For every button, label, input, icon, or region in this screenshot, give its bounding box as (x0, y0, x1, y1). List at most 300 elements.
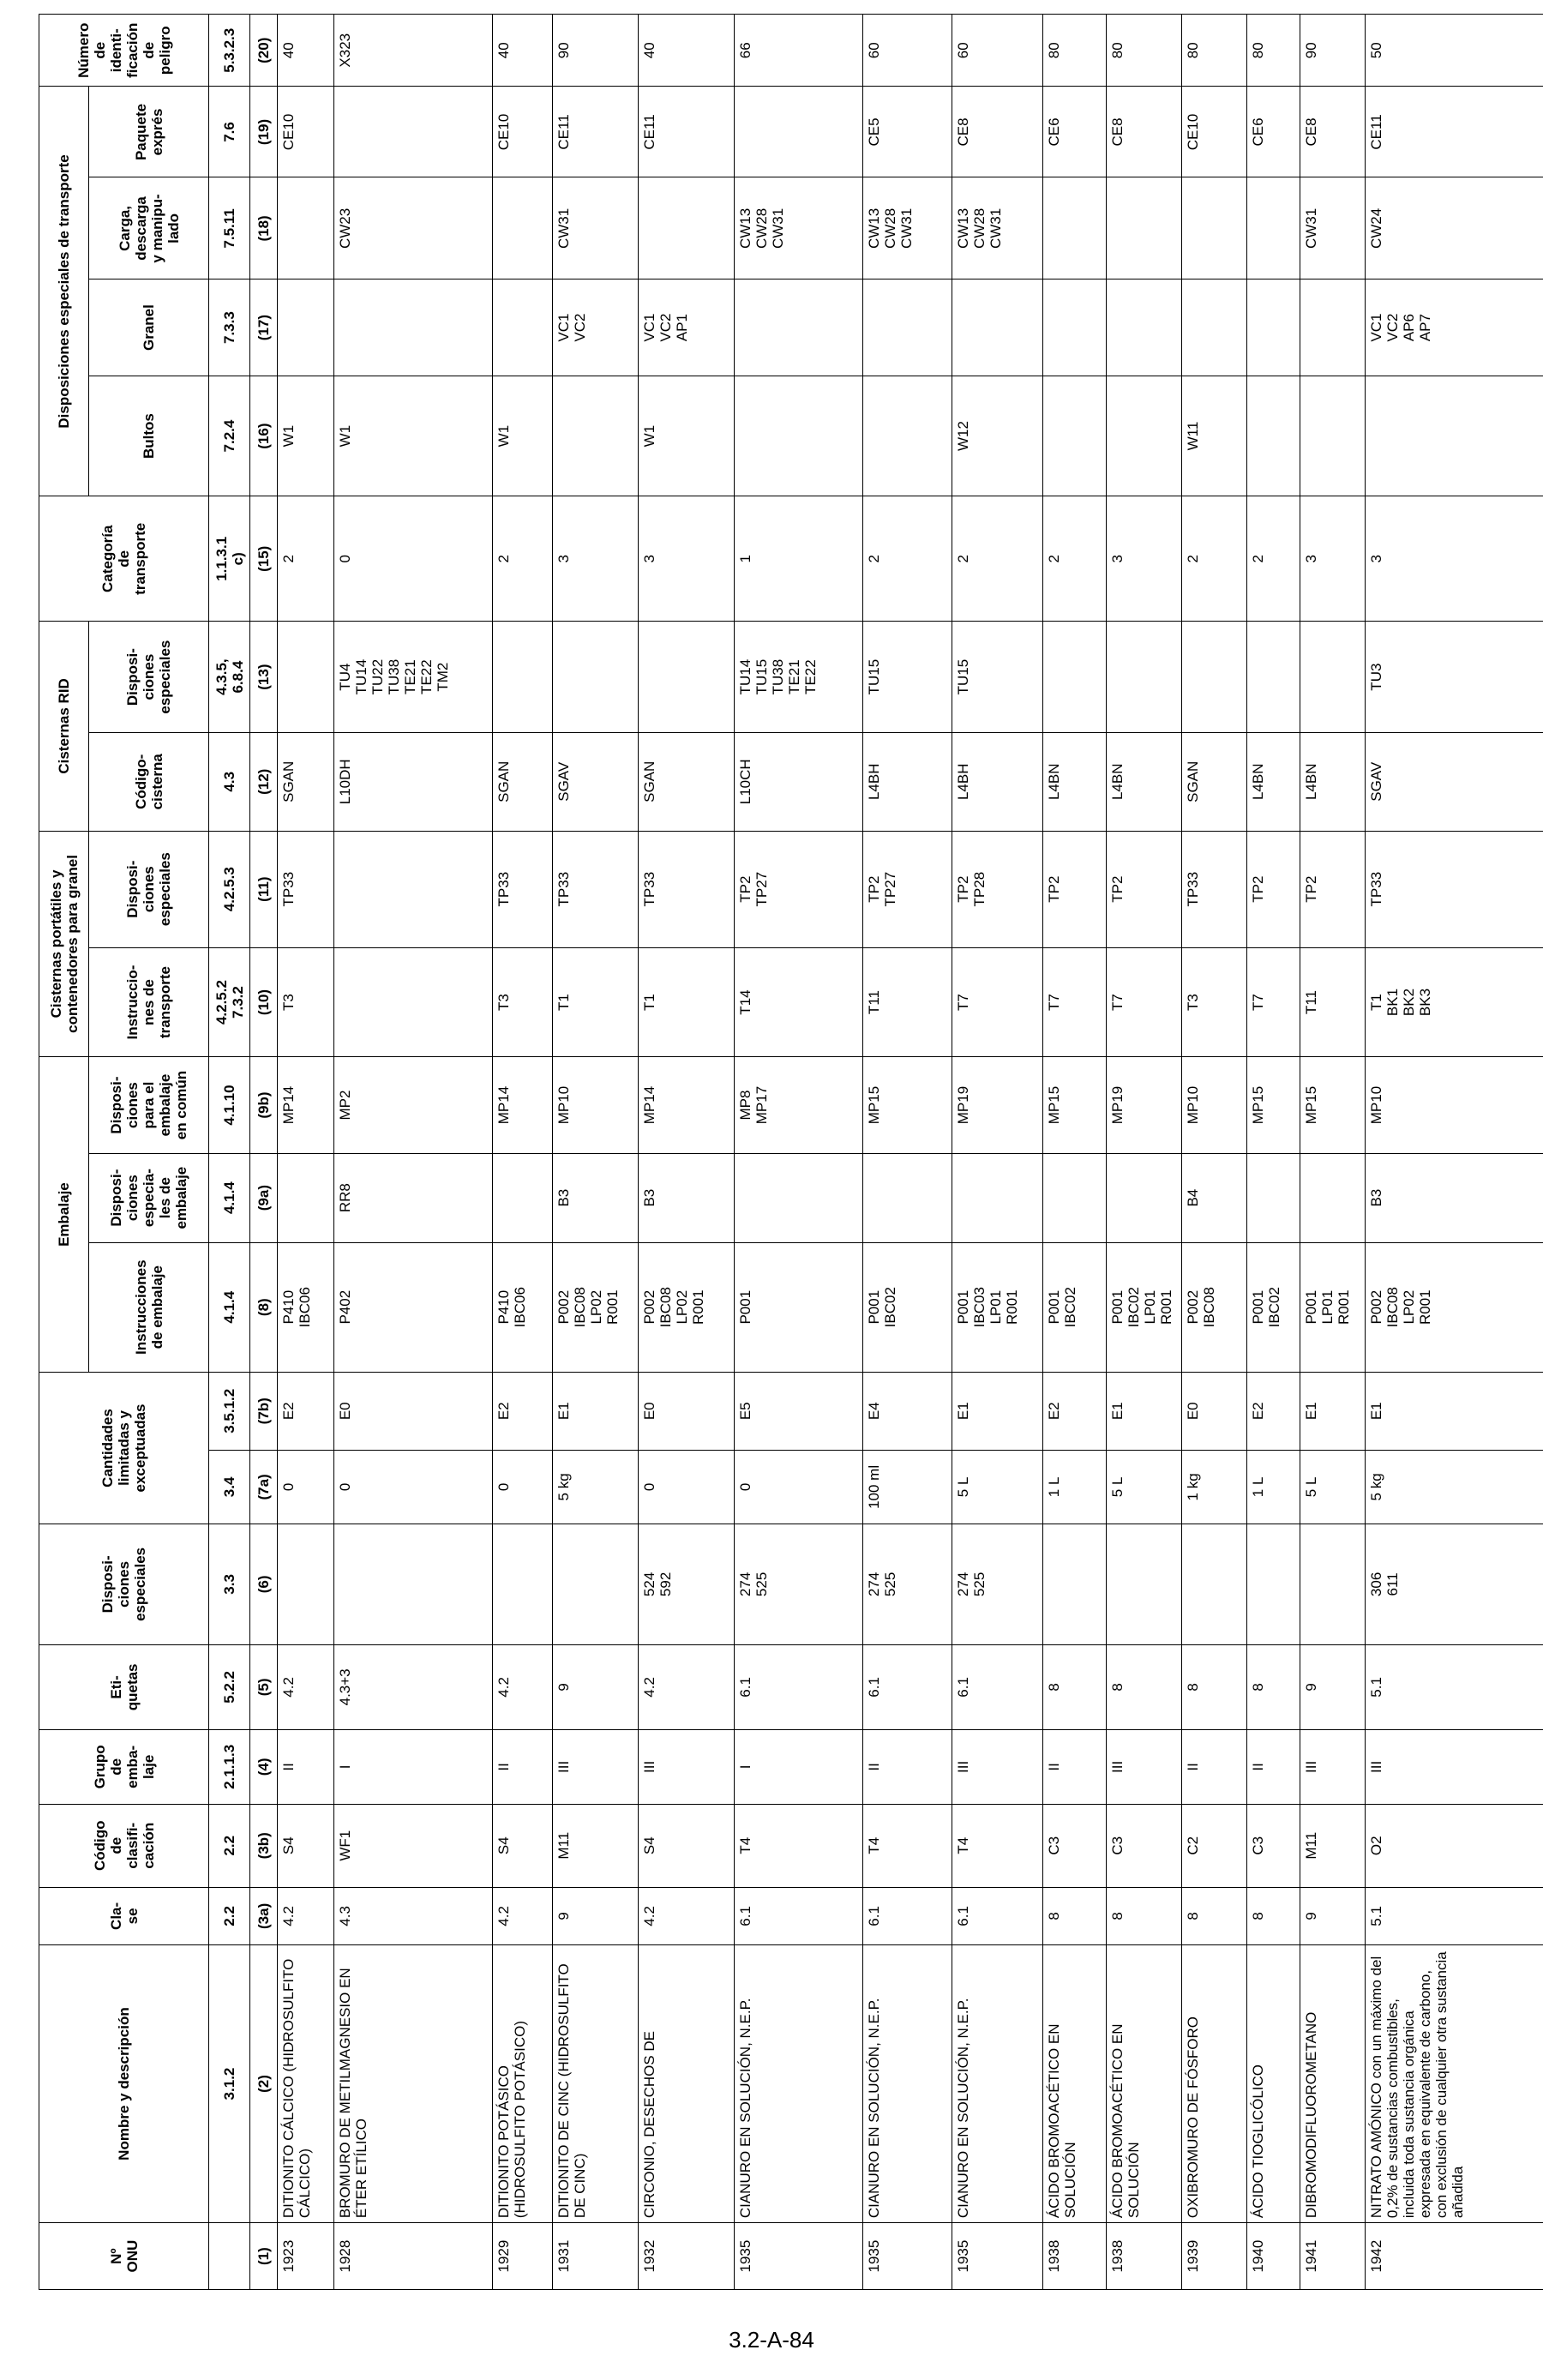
cell-c9b: MP14 (493, 1057, 553, 1153)
header-num-c4: (4) (250, 1730, 278, 1804)
cell-c3b: S4 (639, 1804, 735, 1887)
cell-c3a: 4.3 (334, 1887, 493, 1944)
cell-c6: 306 611 (1366, 1524, 1543, 1645)
header-num-c17: (17) (250, 279, 278, 376)
cell-c2: DIBROMODIFLUOROMETANO (1300, 1944, 1366, 2222)
header-express-parcel: Paquete exprés (89, 87, 209, 177)
cell-c8: P001 IBC02 (863, 1242, 952, 1372)
dangerous-goods-table (39, 14, 1543, 2290)
cell-c7a: 5 kg (553, 1450, 639, 1524)
table-row (1300, 15, 1366, 2290)
cell-c12: L4BH (952, 732, 1043, 831)
cell-c7b: E2 (278, 1372, 334, 1450)
cell-c13 (1247, 622, 1300, 733)
cell-c8: P002 IBC08 (1182, 1242, 1247, 1372)
header-num-c11: (11) (250, 831, 278, 947)
header-num-c15: (15) (250, 496, 278, 622)
cell-c3a: 4.2 (639, 1887, 735, 1944)
header-ref-c7a: 3.4 (209, 1450, 250, 1524)
cell-c3b: M11 (553, 1804, 639, 1887)
header-special-packing-provisions: Disposi- ciones especia- les de embalaje (89, 1153, 209, 1242)
header-hazard-id-number: Número de identi- ficación de peligro (39, 15, 209, 87)
cell-c7a: 100 ml (863, 1450, 952, 1524)
cell-c12: L4BN (1043, 732, 1107, 831)
cell-c5: 6.1 (952, 1644, 1043, 1729)
cell-c9b: MP15 (1247, 1057, 1300, 1153)
cell-c13 (1043, 622, 1107, 733)
column-number-row (250, 15, 278, 2290)
cell-c7a: 0 (493, 1450, 553, 1524)
header-packing-instructions: Instrucciones de embalaje (89, 1242, 209, 1372)
table-row (1247, 15, 1300, 2290)
cell-c3b: T4 (735, 1804, 863, 1887)
table-row (1182, 15, 1247, 2290)
header-num-c19: (19) (250, 87, 278, 177)
header-ref-c3b: 2.2 (209, 1804, 250, 1887)
cell-c9a (1107, 1153, 1182, 1242)
table-row (952, 15, 1043, 2290)
cell-c19: CE10 (1182, 87, 1247, 177)
cell-c7a: 5 L (952, 1450, 1043, 1524)
cell-c7b: E2 (1247, 1372, 1300, 1450)
header-num-c6: (6) (250, 1524, 278, 1645)
cell-c2: ÁCIDO TIOGLICÓLICO (1247, 1944, 1300, 2222)
cell-c11 (334, 831, 493, 947)
cell-c18 (1107, 177, 1182, 279)
cell-c15: 3 (1300, 496, 1366, 622)
cell-c20: 80 (1043, 15, 1107, 87)
header-num-c9a: (9a) (250, 1153, 278, 1242)
cell-c5: 8 (1043, 1644, 1107, 1729)
header-num-c3b: (3b) (250, 1804, 278, 1887)
cell-c16 (1300, 376, 1366, 496)
cell-c10: T1 BK1 BK2 BK3 (1366, 947, 1543, 1057)
header-packing-group: Grupo de emba- laje (39, 1730, 209, 1804)
page-number: 3.2-A-84 (729, 2327, 814, 2353)
cell-c17: VC1 VC2 AP1 (639, 279, 735, 376)
header-name-description: Nombre y descripción (39, 1944, 209, 2222)
cell-c12: SGAN (1182, 732, 1247, 831)
cell-c12: L4BH (863, 732, 952, 831)
cell-c19: CE8 (952, 87, 1043, 177)
cell-c3b: C3 (1107, 1804, 1182, 1887)
header-ref-c5: 5.2.2 (209, 1644, 250, 1729)
cell-c20: 40 (493, 15, 553, 87)
cell-c15: 2 (1247, 496, 1300, 622)
cell-c11: TP33 (1182, 831, 1247, 947)
cell-c12: L4BN (1107, 732, 1182, 831)
cell-c4: III (952, 1730, 1043, 1804)
header-ref-c19: 7.6 (209, 87, 250, 177)
cell-c7a: 0 (735, 1450, 863, 1524)
cell-c12: L10CH (735, 732, 863, 831)
cell-c7a: 1 L (1247, 1450, 1300, 1524)
header-ref-c8: 4.1.4 (209, 1242, 250, 1372)
cell-c19: CE8 (1300, 87, 1366, 177)
header-ref-c4: 2.1.1.3 (209, 1730, 250, 1804)
cell-c7a: 5 L (1107, 1450, 1182, 1524)
cell-c2: DITIONITO POTÁSICO (HIDROSULFITO POTÁSICO) (493, 1944, 553, 2222)
cell-c6: 274 525 (952, 1524, 1043, 1645)
cell-c8: P001 LP01 R001 (1300, 1242, 1366, 1372)
cell-c10: T7 (1247, 947, 1300, 1057)
cell-c19: CE6 (1247, 87, 1300, 177)
cell-c13 (493, 622, 553, 733)
cell-c16 (1107, 376, 1182, 496)
header-num-c2: (2) (250, 1944, 278, 2222)
cell-c3a: 9 (553, 1887, 639, 1944)
cell-c19: CE10 (278, 87, 334, 177)
cell-c1: 1941 (1300, 2223, 1366, 2290)
cell-c20: 60 (952, 15, 1043, 87)
table-row (1107, 15, 1182, 2290)
cell-c2: CIANURO EN SOLUCIÓN, N.E.P. (952, 1944, 1043, 2222)
cell-c20: 50 (1366, 15, 1543, 87)
cell-c20: X323 (334, 15, 493, 87)
cell-c3b: T4 (863, 1804, 952, 1887)
header-group-transport-provisions: Disposiciones especiales de transporte (39, 87, 89, 496)
cell-c3a: 5.1 (1366, 1887, 1543, 1944)
header-ref-c16: 7.2.4 (209, 376, 250, 496)
cell-c16 (863, 376, 952, 496)
cell-c3a: 8 (1043, 1887, 1107, 1944)
cell-c19: CE6 (1043, 87, 1107, 177)
header-tank-code: Código- cisterna (89, 732, 209, 831)
cell-c3b: C3 (1247, 1804, 1300, 1887)
cell-c6 (1107, 1524, 1182, 1645)
cell-c9a (1300, 1153, 1366, 1242)
cell-c16: W1 (278, 376, 334, 496)
cell-c13: TU15 (952, 622, 1043, 733)
cell-c7b: E1 (553, 1372, 639, 1450)
cell-c2: ÁCIDO BROMOACÉTICO EN SOLUCIÓN (1107, 1944, 1182, 2222)
cell-c2: CIANURO EN SOLUCIÓN, N.E.P. (863, 1944, 952, 2222)
header-num-c7a: (7a) (250, 1450, 278, 1524)
cell-c5: 4.2 (278, 1644, 334, 1729)
table-row (334, 15, 493, 2290)
cell-c7a: 0 (334, 1450, 493, 1524)
cell-c15: 2 (493, 496, 553, 622)
cell-c2: CIRCONIO, DESECHOS DE (639, 1944, 735, 2222)
cell-c6: 274 525 (863, 1524, 952, 1645)
cell-c8: P002 IBC08 LP02 R001 (553, 1242, 639, 1372)
cell-c7b: E1 (1107, 1372, 1182, 1450)
cell-c10: T7 (1043, 947, 1107, 1057)
cell-c4: III (1300, 1730, 1366, 1804)
cell-c16 (1043, 376, 1107, 496)
cell-c3b: T4 (952, 1804, 1043, 1887)
cell-c19: CE11 (553, 87, 639, 177)
cell-c8: P410 IBC06 (278, 1242, 334, 1372)
cell-c4: III (1107, 1730, 1182, 1804)
cell-c8: P001 IBC02 (1043, 1242, 1107, 1372)
cell-c7a: 0 (639, 1450, 735, 1524)
cell-c13 (1107, 622, 1182, 733)
cell-c10: T1 (553, 947, 639, 1057)
cell-c6: 274 525 (735, 1524, 863, 1645)
cell-c17 (1107, 279, 1182, 376)
cell-c12: SGAV (1366, 732, 1543, 831)
table-row (1043, 15, 1107, 2290)
cell-c1: 1939 (1182, 2223, 1247, 2290)
cell-c15: 2 (863, 496, 952, 622)
cell-c11: TP2 (1043, 831, 1107, 947)
cell-c6 (334, 1524, 493, 1645)
cell-c15: 3 (639, 496, 735, 622)
header-ref-c9a: 4.1.4 (209, 1153, 250, 1242)
reference-row (209, 15, 250, 2290)
cell-c19: CE11 (639, 87, 735, 177)
cell-c7a: 1 kg (1182, 1450, 1247, 1524)
cell-c18: CW13 CW28 CW31 (735, 177, 863, 279)
cell-c10 (334, 947, 493, 1057)
header-num-c12: (12) (250, 732, 278, 831)
header-limited-quantities: Cantidades limitadas y exceptuadas (39, 1372, 209, 1524)
cell-c17 (278, 279, 334, 376)
cell-c4: III (1366, 1730, 1543, 1804)
cell-c16: W1 (639, 376, 735, 496)
cell-c16 (735, 376, 863, 496)
cell-c9b: MP14 (278, 1057, 334, 1153)
cell-c15: 3 (1107, 496, 1182, 622)
cell-c3a: 9 (1300, 1887, 1366, 1944)
cell-c18: CW13 CW28 CW31 (863, 177, 952, 279)
header-mixed-packing-provisions: Disposi- ciones para el embalaje en común (89, 1057, 209, 1153)
cell-c18: CW13 CW28 CW31 (952, 177, 1043, 279)
cell-c15: 3 (553, 496, 639, 622)
table-row (1366, 15, 1543, 2290)
cell-c7b: E1 (1366, 1372, 1543, 1450)
cell-c2: CIANURO EN SOLUCIÓN, N.E.P. (735, 1944, 863, 2222)
cell-c7a: 5 kg (1366, 1450, 1543, 1524)
header-num-c8: (8) (250, 1242, 278, 1372)
cell-c11: TP2 (1107, 831, 1182, 947)
cell-c3a: 4.2 (278, 1887, 334, 1944)
cell-c17 (952, 279, 1043, 376)
cell-c18 (1182, 177, 1247, 279)
cell-c7b: E2 (493, 1372, 553, 1450)
cell-c13: TU15 (863, 622, 952, 733)
cell-c1: 1932 (639, 2223, 735, 2290)
cell-c10: T3 (493, 947, 553, 1057)
cell-c6 (553, 1524, 639, 1645)
cell-c19: CE10 (493, 87, 553, 177)
cell-c7a: 1 L (1043, 1450, 1107, 1524)
header-ref-c2: 3.1.2 (209, 1944, 250, 2222)
header-tank-special-provisions: Disposi- ciones especiales (89, 831, 209, 947)
cell-c9b: MP8 MP17 (735, 1057, 863, 1153)
header-ref-c18: 7.5.11 (209, 177, 250, 279)
header-un-number: Nº ONU (39, 2223, 209, 2290)
header-group-packaging: Embalaje (39, 1057, 89, 1373)
cell-c4: II (493, 1730, 553, 1804)
cell-c16: W1 (493, 376, 553, 496)
cell-c11: TP2 TP27 (863, 831, 952, 947)
header-packages: Bultos (89, 376, 209, 496)
cell-c7b: E2 (1043, 1372, 1107, 1450)
cell-c13: TU3 (1366, 622, 1543, 733)
cell-c1: 1938 (1107, 2223, 1182, 2290)
cell-c9a: RR8 (334, 1153, 493, 1242)
cell-c3a: 8 (1182, 1887, 1247, 1944)
cell-c8: P001 IBC02 (1247, 1242, 1300, 1372)
cell-c12: L10DH (334, 732, 493, 831)
cell-c20: 60 (863, 15, 952, 87)
cell-c13 (278, 622, 334, 733)
cell-c4: III (639, 1730, 735, 1804)
cell-c18 (278, 177, 334, 279)
cell-c2: NITRATO AMÓNICO con un máximo del 0,2% de sustancias combustibles, incluida toda sustancia orgánica expresada en equivalente de carbono, con exclusión de cualquier otra sustancia añadida (1366, 1944, 1543, 2222)
table-row (278, 15, 334, 2290)
cell-c7b: E5 (735, 1372, 863, 1450)
cell-c3a: 6.1 (735, 1887, 863, 1944)
cell-c10: T7 (952, 947, 1043, 1057)
header-num-c1: (1) (250, 2223, 278, 2290)
cell-c20: 80 (1107, 15, 1182, 87)
cell-c11: TP2 TP27 (735, 831, 863, 947)
table-row (735, 15, 863, 2290)
header-ref-c1 (209, 2223, 250, 2290)
cell-c8: P001 IBC03 LP01 R001 (952, 1242, 1043, 1372)
cell-c6 (278, 1524, 334, 1645)
cell-c7a: 5 L (1300, 1450, 1366, 1524)
cell-c7b: E0 (1182, 1372, 1247, 1450)
rotated-table-container (39, 14, 1487, 2290)
cell-c13 (639, 622, 735, 733)
cell-c10: T11 (863, 947, 952, 1057)
cell-c5: 8 (1182, 1644, 1247, 1729)
cell-c5: 8 (1247, 1644, 1300, 1729)
header-num-c20: (20) (250, 15, 278, 87)
cell-c16 (1366, 376, 1543, 496)
cell-c5: 4.3+3 (334, 1644, 493, 1729)
cell-c12: SGAN (493, 732, 553, 831)
cell-c17 (863, 279, 952, 376)
header-ref-c20: 5.3.2.3 (209, 15, 250, 87)
cell-c15: 3 (1366, 496, 1543, 622)
cell-c10: T11 (1300, 947, 1366, 1057)
cell-c8: P002 IBC08 LP02 R001 (639, 1242, 735, 1372)
cell-c1: 1935 (735, 2223, 863, 2290)
table-body (278, 15, 1543, 2290)
cell-c10: T1 (639, 947, 735, 1057)
cell-c11: TP2 (1247, 831, 1300, 947)
cell-c17 (1043, 279, 1107, 376)
cell-c11: TP33 (639, 831, 735, 947)
header-num-c5: (5) (250, 1644, 278, 1729)
cell-c6 (1043, 1524, 1107, 1645)
cell-c7b: E1 (952, 1372, 1043, 1450)
cell-c20: 40 (639, 15, 735, 87)
header-classification-code: Código de clasifi- cación (39, 1804, 209, 1887)
cell-c8: P001 (735, 1242, 863, 1372)
cell-c20: 80 (1182, 15, 1247, 87)
header-bulk: Granel (89, 279, 209, 376)
cell-c18 (639, 177, 735, 279)
cell-c17 (1247, 279, 1300, 376)
cell-c9b: MP14 (639, 1057, 735, 1153)
cell-c20: 90 (1300, 15, 1366, 87)
cell-c12: SGAV (553, 732, 639, 831)
cell-c20: 90 (553, 15, 639, 87)
cell-c20: 66 (735, 15, 863, 87)
cell-c13: TU14 TU15 TU38 TE21 TE22 (735, 622, 863, 733)
cell-c8: P402 (334, 1242, 493, 1372)
cell-c9a (735, 1153, 863, 1242)
cell-c1: 1928 (334, 2223, 493, 2290)
header-num-c9b: (9b) (250, 1057, 278, 1153)
table-row (639, 15, 735, 2290)
cell-c15: 1 (735, 496, 863, 622)
cell-c2: DITIONITO CÁLCICO (HIDROSULFITO CÁLCICO) (278, 1944, 334, 2222)
cell-c8: P410 IBC06 (493, 1242, 553, 1372)
cell-c12: SGAN (639, 732, 735, 831)
cell-c5: 8 (1107, 1644, 1182, 1729)
cell-c1: 1935 (952, 2223, 1043, 2290)
header-ref-c10: 4.2.5.2 7.3.2 (209, 947, 250, 1057)
cell-c5: 4.2 (493, 1644, 553, 1729)
cell-c5: 5.1 (1366, 1644, 1543, 1729)
header-rid-special-provisions: Disposi- ciones especiales (89, 622, 209, 733)
cell-c5: 9 (553, 1644, 639, 1729)
cell-c9b: MP2 (334, 1057, 493, 1153)
cell-c19: CE5 (863, 87, 952, 177)
cell-c3b: C3 (1043, 1804, 1107, 1887)
cell-c9a: B3 (553, 1153, 639, 1242)
header-num-c18: (18) (250, 177, 278, 279)
cell-c9b: MP19 (1107, 1057, 1182, 1153)
cell-c9b: MP19 (952, 1057, 1043, 1153)
table-row (493, 15, 553, 2290)
cell-c17 (334, 279, 493, 376)
cell-c15: 2 (1182, 496, 1247, 622)
cell-c17 (493, 279, 553, 376)
cell-c3b: M11 (1300, 1804, 1366, 1887)
header-ref-c11: 4.2.5.3 (209, 831, 250, 947)
cell-c3b: S4 (278, 1804, 334, 1887)
cell-c9b: MP15 (1043, 1057, 1107, 1153)
cell-c19 (334, 87, 493, 177)
cell-c11: TP33 (553, 831, 639, 947)
cell-c4: II (863, 1730, 952, 1804)
cell-c9a: B4 (1182, 1153, 1247, 1242)
cell-c18 (1247, 177, 1300, 279)
cell-c13: TU4 TU14 TU22 TU38 TE21 TE22 TM2 (334, 622, 493, 733)
cell-c6 (1300, 1524, 1366, 1645)
cell-c16 (553, 376, 639, 496)
cell-c4: III (553, 1730, 639, 1804)
cell-c18: CW31 (1300, 177, 1366, 279)
cell-c4: II (1247, 1730, 1300, 1804)
cell-c9a: B3 (1366, 1153, 1543, 1242)
cell-c20: 40 (278, 15, 334, 87)
cell-c9a (863, 1153, 952, 1242)
cell-c17: VC1 VC2 AP6 AP7 (1366, 279, 1543, 376)
cell-c1: 1929 (493, 2223, 553, 2290)
cell-c19: CE11 (1366, 87, 1543, 177)
cell-c15: 2 (1043, 496, 1107, 622)
cell-c2: DITIONITO DE CINC (HIDROSULFITO DE CINC) (553, 1944, 639, 2222)
cell-c8: P001 IBC02 LP01 R001 (1107, 1242, 1182, 1372)
cell-c11: TP2 TP28 (952, 831, 1043, 947)
cell-c3b: O2 (1366, 1804, 1543, 1887)
cell-c2: OXIBROMURO DE FÓSFORO (1182, 1944, 1247, 2222)
cell-c5: 6.1 (863, 1644, 952, 1729)
table-row (863, 15, 952, 2290)
cell-c7b: E0 (334, 1372, 493, 1450)
cell-c9a (952, 1153, 1043, 1242)
cell-c9b: MP15 (1300, 1057, 1366, 1153)
